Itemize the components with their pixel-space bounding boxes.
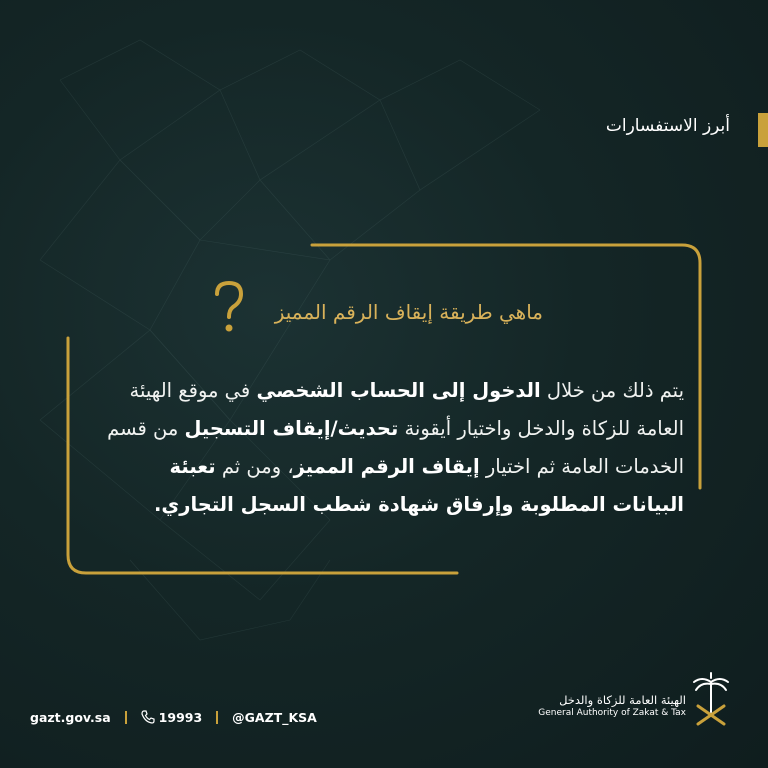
phone-icon (141, 710, 155, 724)
answer-part: في موقع الهيئة العامة للزكاة والدخل واختيار أيقونة (129, 379, 684, 440)
question-text: ماهي طريقة إيقاف الرقم المميز (274, 300, 543, 324)
social-handle[interactable]: @GAZT_KSA (232, 709, 317, 725)
website-link[interactable]: gazt.gov.sa (30, 709, 111, 725)
answer-part: من قسم الخدمات العامة ثم اختيار (107, 417, 684, 478)
answer-part: ، ومن ثم (215, 455, 294, 478)
footer-contacts (30, 705, 317, 729)
answer-bold: الدخول إلى الحساب الشخصي (256, 379, 541, 402)
logo-name-ar: الهيئة العامة للزكاة والدخل (559, 693, 686, 707)
footer-separator (216, 711, 218, 724)
answer-bold: تعبئة البيانات المطلوبة وإرفاق شهادة شطب السجل التجاري. (153, 455, 684, 516)
authority-logo (532, 668, 732, 732)
answer-part: يتم ذلك من خلال (540, 379, 684, 402)
section-title: أبرز الاستفسارات (605, 116, 730, 136)
footer-separator (125, 711, 127, 724)
answer-text (98, 372, 684, 524)
palm-logo-icon (690, 672, 732, 728)
answer-bold: إيقاف الرقم المميز (293, 455, 480, 478)
question-mark-icon (212, 280, 246, 336)
answer-bold: تحديث/إيقاف التسجيل (184, 417, 399, 440)
logo-name-en: General Authority of Zakat & Tax (538, 708, 686, 718)
phone-number[interactable]: 19993 (158, 709, 203, 725)
